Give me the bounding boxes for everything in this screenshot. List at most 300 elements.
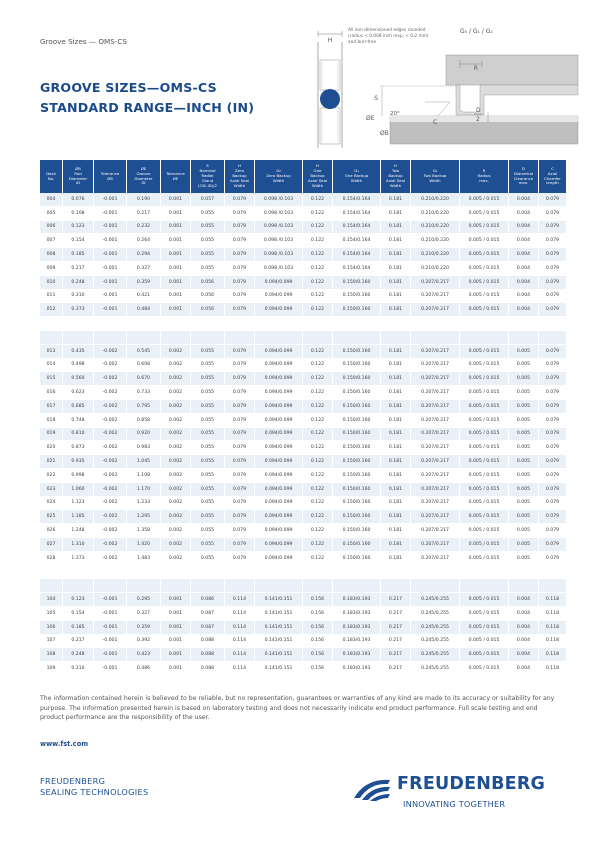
table-cell: 0.245/0.255 — [411, 635, 460, 649]
table-cell: 0.114 — [225, 635, 255, 649]
spacer-cell — [161, 331, 191, 345]
table-cell: 0.154/0.164 — [333, 207, 381, 221]
table-cell: 0.810 — [63, 428, 94, 442]
column-header-line: H — [238, 163, 241, 169]
spacer-cell — [255, 566, 303, 580]
label-e: ØE — [366, 115, 375, 122]
table-cell: 0.005 / 0.015 — [460, 483, 509, 497]
table-cell: 0.122 — [303, 510, 333, 524]
table-cell: 0.079 — [225, 276, 255, 290]
table-cell: 0.217 — [127, 207, 161, 221]
column-header-line: Gland — [201, 177, 214, 183]
column-header — [333, 160, 381, 193]
dash-number-cell: 020 — [40, 441, 63, 455]
table-cell: -0.001 — [94, 234, 127, 248]
spacer-row — [40, 579, 566, 593]
column-header-line: max. — [518, 180, 529, 186]
dash-number-cell: 009 — [40, 262, 63, 276]
column-header — [303, 160, 333, 193]
table-cell: 0.055 — [191, 248, 225, 262]
table-cell: 0.094/0.099 — [255, 276, 303, 290]
column-header-line: Backup — [388, 173, 403, 179]
table-cell: -0.002 — [94, 538, 127, 552]
table-cell: 0.118 — [539, 621, 566, 635]
table-cell: 0.181 — [381, 303, 411, 317]
column-header — [40, 160, 63, 193]
table-cell: 0.005 — [509, 483, 539, 497]
spacer-cell — [191, 566, 225, 580]
table-cell: 0.002 — [161, 455, 191, 469]
dash-number-cell: 024 — [40, 497, 63, 511]
column-header — [127, 160, 161, 193]
table-cell: 0.004 — [509, 648, 539, 662]
column-header-line: G₂ — [432, 168, 438, 174]
spacer-cell — [63, 566, 94, 580]
table-cell: 0.183/0.193 — [333, 648, 381, 662]
table-cell: 0.098 /0.103 — [255, 234, 303, 248]
spacer-cell — [40, 331, 63, 345]
table-row — [40, 593, 566, 607]
table-cell: 0.210/0.220 — [411, 193, 460, 207]
table-cell: 0.183/0.193 — [333, 593, 381, 607]
table-cell: 0.088 — [191, 662, 225, 676]
table-cell: 0.004 — [509, 221, 539, 235]
table-cell: 0.486 — [127, 662, 161, 676]
table-cell: 0.327 — [127, 262, 161, 276]
table-cell: 0.079 — [539, 400, 566, 414]
table-cell: 0.004 — [509, 593, 539, 607]
table-cell: 0.748 — [63, 414, 94, 428]
dash-number-cell: 106 — [40, 621, 63, 635]
table-cell: 0.002 — [161, 359, 191, 373]
table-cell: 0.435 — [63, 345, 94, 359]
spacer-cell — [94, 579, 127, 593]
table-cell: 0.181 — [381, 441, 411, 455]
table-cell: 1.123 — [63, 497, 94, 511]
spacer-cell — [161, 566, 191, 580]
table-cell: -0.002 — [94, 386, 127, 400]
column-header-line: Diametral — [513, 170, 534, 176]
table-cell: 0.079 — [539, 359, 566, 373]
table-cell: 0.005 / 0.015 — [460, 428, 509, 442]
column-header — [255, 160, 303, 193]
dash-number-cell: 022 — [40, 469, 63, 483]
table-cell: 0.423 — [127, 648, 161, 662]
table-cell: 0.207/0.217 — [411, 510, 460, 524]
dash-number-cell: 027 — [40, 538, 63, 552]
table-cell: 0.005 / 0.015 — [460, 276, 509, 290]
spacer-cell — [127, 566, 161, 580]
spacer-row — [40, 331, 566, 345]
table-cell: 0.004 — [509, 290, 539, 304]
table-cell: 0.122 — [303, 497, 333, 511]
table-cell: 1.185 — [63, 510, 94, 524]
table-row — [40, 221, 566, 235]
dash-number-cell: 108 — [40, 648, 63, 662]
table-cell: 0.004 — [509, 262, 539, 276]
title-line-2: STANDARD RANGE—INCH (IN) — [40, 100, 255, 115]
table-cell: 0.002 — [161, 400, 191, 414]
diagram-note-2: (radius < 0.008 inch resp. < 0.2 mm) — [348, 34, 429, 39]
table-cell: 0.150/0.160 — [333, 497, 381, 511]
table-cell: 0.079 — [225, 234, 255, 248]
table-cell: 0.920 — [127, 428, 161, 442]
table-cell: 0.094/0.099 — [255, 441, 303, 455]
running-head: Groove Sizes — OMS-CS — [40, 37, 127, 46]
table-cell: 0.079 — [225, 372, 255, 386]
table-cell: 0.183/0.193 — [333, 635, 381, 649]
table-cell: 1.295 — [127, 510, 161, 524]
diagram-note-3: and burr-free — [348, 40, 377, 45]
table-cell: -0.002 — [94, 441, 127, 455]
table-cell: 0.150/0.160 — [333, 290, 381, 304]
table-cell: 0.141/0.151 — [255, 593, 303, 607]
table-cell: 0.098 /0.103 — [255, 248, 303, 262]
dash-number-cell: 021 — [40, 455, 63, 469]
column-header-line: H — [316, 163, 319, 169]
table-cell: 0.217 — [381, 662, 411, 676]
table-cell: 0.079 — [539, 469, 566, 483]
table-cell: 0.079 — [225, 455, 255, 469]
column-header-line: Axial — [547, 170, 558, 176]
table-cell: 0.087 — [191, 621, 225, 635]
table-row — [40, 607, 566, 621]
table-cell: 0.181 — [381, 510, 411, 524]
table-cell: 0.310 — [63, 290, 94, 304]
table-cell: 0.421 — [127, 290, 161, 304]
column-header — [509, 160, 539, 193]
dash-number-cell: 109 — [40, 662, 63, 676]
table-cell: 0.207/0.217 — [411, 497, 460, 511]
table-cell: 0.122 — [303, 248, 333, 262]
table-cell: 0.094/0.099 — [255, 483, 303, 497]
table-cell: 0.056 — [191, 290, 225, 304]
column-header-line: Width — [311, 182, 324, 188]
table-cell: 0.141/0.151 — [255, 621, 303, 635]
table-cell: 0.207/0.217 — [411, 386, 460, 400]
table-cell: 0.210/0.220 — [411, 248, 460, 262]
table-cell: 0.094/0.099 — [255, 510, 303, 524]
table-cell: 0.004 — [509, 607, 539, 621]
spacer-cell — [539, 579, 566, 593]
table-cell: 0.114 — [225, 648, 255, 662]
table-cell: 0.001 — [161, 276, 191, 290]
table-body — [40, 193, 566, 676]
spacer-cell — [333, 331, 381, 345]
table-cell: 0.005 / 0.015 — [460, 662, 509, 676]
table-cell: 0.873 — [63, 441, 94, 455]
table-cell: 0.150/0.160 — [333, 303, 381, 317]
table-row — [40, 648, 566, 662]
table-cell: 0.079 — [225, 552, 255, 566]
table-cell: 0.005 / 0.015 — [460, 359, 509, 373]
table-cell: 0.079 — [539, 303, 566, 317]
spacer-cell — [539, 317, 566, 331]
table-cell: 0.079 — [539, 414, 566, 428]
label-b: ØB — [380, 130, 389, 137]
table-cell: -0.001 — [94, 290, 127, 304]
table-cell: -0.001 — [94, 648, 127, 662]
table-cell: 0.181 — [381, 248, 411, 262]
table-cell: -0.001 — [94, 276, 127, 290]
table-cell: 0.079 — [225, 538, 255, 552]
table-cell: 0.122 — [303, 221, 333, 235]
table-cell: 0.055 — [191, 234, 225, 248]
table-cell: 0.122 — [303, 303, 333, 317]
column-header — [539, 160, 566, 193]
table-cell: 0.156 — [303, 593, 333, 607]
dash-number-cell: 017 — [40, 400, 63, 414]
table-cell: 0.094/0.099 — [255, 372, 303, 386]
table-cell: 0.079 — [539, 234, 566, 248]
table-cell: 0.181 — [381, 359, 411, 373]
spacer-cell — [255, 331, 303, 345]
table-cell: 0.118 — [539, 662, 566, 676]
table-cell: 0.005 — [509, 372, 539, 386]
table-cell: 0.086 — [191, 593, 225, 607]
table-cell: 0.094/0.099 — [255, 538, 303, 552]
logo-mark-icon — [352, 776, 392, 802]
table-cell: 0.118 — [539, 593, 566, 607]
column-header-line: Width — [233, 182, 246, 188]
spacer-cell — [161, 317, 191, 331]
column-header — [63, 160, 94, 193]
table-cell: 0.002 — [161, 372, 191, 386]
column-header-line: One Backup — [344, 173, 369, 179]
table-cell: 0.359 — [127, 621, 161, 635]
table-cell: 0.935 — [63, 455, 94, 469]
table-cell: 0.055 — [191, 483, 225, 497]
spacer-cell — [225, 566, 255, 580]
table-row — [40, 386, 566, 400]
table-cell: 0.056 — [191, 276, 225, 290]
table-cell: 0.122 — [303, 400, 333, 414]
table-cell: 0.154 — [63, 607, 94, 621]
column-header-line: Rod — [74, 170, 82, 176]
column-header — [94, 160, 127, 193]
table-cell: 1.060 — [63, 483, 94, 497]
table-cell: -0.001 — [94, 303, 127, 317]
table-cell: 0.327 — [127, 607, 161, 621]
table-cell: 1.248 — [63, 524, 94, 538]
table-cell: 0.181 — [381, 290, 411, 304]
table-cell: 0.079 — [539, 428, 566, 442]
table-cell: -0.001 — [94, 221, 127, 235]
table-cell: 0.055 — [191, 497, 225, 511]
title-line-1: GROOVE SIZES—OMS-CS — [40, 80, 217, 95]
column-header-line: Width — [429, 177, 441, 183]
column-header — [161, 160, 191, 193]
column-header-line: Backup — [232, 173, 247, 179]
column-header — [411, 160, 460, 193]
table-cell: 0.183/0.193 — [333, 607, 381, 621]
table-cell: 0.055 — [191, 414, 225, 428]
table-cell: 0.002 — [161, 386, 191, 400]
groove-diagram — [310, 20, 580, 150]
table-cell: 0.005 — [509, 455, 539, 469]
table-row — [40, 207, 566, 221]
table-cell: 0.079 — [225, 497, 255, 511]
disclaimer-text: The information contained herein is believed to be reliable, but no representation, guarantees or warranties of any kind are made to its accuracy or suitability for any purpose. The information presented herein is based on laboratory testing and does not necessarily indicate end product performance. Full scale testing and end product performance are the responsibility of the user. — [40, 695, 555, 721]
spacer-cell — [333, 566, 381, 580]
table-cell: 0.122 — [303, 386, 333, 400]
table-cell: 0.114 — [225, 607, 255, 621]
table-cell: 0.005 / 0.015 — [460, 290, 509, 304]
dash-number-cell: 008 — [40, 248, 63, 262]
table-cell: 0.207/0.217 — [411, 372, 460, 386]
table-cell: 0.118 — [539, 635, 566, 649]
table-cell: 0.608 — [127, 359, 161, 373]
column-header-line: Nominal — [199, 168, 216, 174]
spacer-cell — [460, 317, 509, 331]
column-header-line: ØE — [172, 175, 179, 181]
table-cell: 0.004 — [509, 193, 539, 207]
table-cell: 0.094/0.099 — [255, 455, 303, 469]
table-cell: 0.141/0.151 — [255, 607, 303, 621]
column-header-line: Axial Seal — [307, 177, 328, 183]
table-row — [40, 414, 566, 428]
table-row — [40, 345, 566, 359]
table-cell: 0.294 — [127, 248, 161, 262]
column-header — [191, 160, 225, 193]
table-cell: 0.217 — [381, 593, 411, 607]
table-header — [40, 160, 566, 193]
table-row — [40, 193, 566, 207]
table-cell: 0.002 — [161, 538, 191, 552]
table-cell: 0.079 — [225, 441, 255, 455]
table-cell: 0.005 / 0.015 — [460, 455, 509, 469]
table-cell: 0.122 — [303, 345, 333, 359]
table-cell: 0.181 — [381, 455, 411, 469]
dash-number-cell: 107 — [40, 635, 63, 649]
spacer-cell — [225, 579, 255, 593]
table-cell: 0.114 — [225, 662, 255, 676]
table-cell: 0.733 — [127, 386, 161, 400]
table-cell: 0.098 /0.103 — [255, 193, 303, 207]
table-row — [40, 635, 566, 649]
table-cell: 0.207/0.217 — [411, 400, 460, 414]
spacer-cell — [40, 317, 63, 331]
table-cell: 0.248 — [63, 276, 94, 290]
spacer-cell — [127, 317, 161, 331]
spacer-cell — [255, 579, 303, 593]
table-cell: 0.207/0.217 — [411, 483, 460, 497]
table-cell: -0.001 — [94, 207, 127, 221]
table-row — [40, 455, 566, 469]
table-cell: 0.150/0.160 — [333, 414, 381, 428]
table-cell: 0.005 / 0.015 — [460, 552, 509, 566]
table-cell: 0.055 — [191, 441, 225, 455]
table-cell: 0.005 / 0.015 — [460, 262, 509, 276]
table-cell: 0.079 — [539, 497, 566, 511]
table-cell: 0.005 — [509, 497, 539, 511]
table-cell: 0.150/0.160 — [333, 469, 381, 483]
table-cell: 0.001 — [161, 662, 191, 676]
label-c: C — [433, 119, 438, 126]
spacer-cell — [94, 331, 127, 345]
table-cell: 0.150/0.160 — [333, 400, 381, 414]
spacer-cell — [40, 579, 63, 593]
column-header-line: Zero — [235, 168, 244, 174]
column-header-line: Two — [391, 168, 400, 174]
table-cell: 0.685 — [63, 400, 94, 414]
table-cell: 0.079 — [539, 386, 566, 400]
table-cell: 0.094/0.099 — [255, 428, 303, 442]
column-header-line: ØB — [75, 165, 81, 171]
table-cell: 0.181 — [381, 207, 411, 221]
table-cell: 0.005 / 0.015 — [460, 593, 509, 607]
dash-number-cell: 006 — [40, 221, 63, 235]
table-cell: 0.359 — [127, 276, 161, 290]
table-cell: 0.150/0.160 — [333, 524, 381, 538]
table-cell: 0.005 — [509, 400, 539, 414]
table-cell: 0.181 — [381, 483, 411, 497]
table-cell: 0.005 / 0.015 — [460, 635, 509, 649]
table-cell: 0.079 — [539, 207, 566, 221]
table-cell: 0.005 / 0.015 — [460, 607, 509, 621]
table-cell: 0.005 / 0.015 — [460, 400, 509, 414]
spacer-cell — [509, 331, 539, 345]
table-cell: 0.245/0.255 — [411, 593, 460, 607]
dash-number-cell: 105 — [40, 607, 63, 621]
column-header-line: R — [482, 168, 486, 174]
table-cell: 0.005 / 0.015 — [460, 538, 509, 552]
table-cell: 0.055 — [191, 262, 225, 276]
table-cell: 1.310 — [63, 538, 94, 552]
table-cell: 0.087 — [191, 607, 225, 621]
table-row — [40, 524, 566, 538]
spacer-cell — [303, 566, 333, 580]
table-cell: 0.156 — [303, 621, 333, 635]
table-cell: 0.005 — [509, 552, 539, 566]
table-cell: 0.005 / 0.015 — [460, 648, 509, 662]
table-cell: 0.098 /0.103 — [255, 207, 303, 221]
table-cell: 0.181 — [381, 428, 411, 442]
column-header-line: G₁ — [354, 168, 359, 174]
spacer-row — [40, 317, 566, 331]
table-cell: 0.079 — [225, 510, 255, 524]
table-cell: 0.217 — [381, 621, 411, 635]
table-cell: 0.122 — [303, 428, 333, 442]
spacer-cell — [381, 579, 411, 593]
table-cell: 0.005 — [509, 524, 539, 538]
table-cell: 0.055 — [191, 469, 225, 483]
spacer-cell — [333, 579, 381, 593]
seal-section-view — [318, 31, 342, 148]
website-link[interactable]: www.fst.com — [40, 740, 89, 748]
column-header-line: Diameter — [68, 175, 88, 181]
table-cell: 0.005 / 0.015 — [460, 221, 509, 235]
dash-number-cell: 028 — [40, 552, 63, 566]
spacer-row — [40, 566, 566, 580]
table-cell: 0.122 — [303, 524, 333, 538]
column-header — [460, 160, 509, 193]
table-cell: 0.210/0.220 — [411, 262, 460, 276]
table-cell: 0.005 — [509, 510, 539, 524]
label-r: R — [473, 65, 479, 72]
spacer-cell — [303, 317, 333, 331]
column-header-line: (OD–iD)/2 — [198, 182, 217, 188]
table-cell: 0.217 — [63, 635, 94, 649]
table-cell: 0.122 — [303, 455, 333, 469]
table-cell: 0.079 — [225, 303, 255, 317]
table-cell: 0.154/0.164 — [333, 193, 381, 207]
table-cell: 0.005 / 0.015 — [460, 386, 509, 400]
spacer-cell — [161, 579, 191, 593]
table-cell: 0.122 — [303, 193, 333, 207]
table-cell: 0.002 — [161, 414, 191, 428]
table-row — [40, 469, 566, 483]
